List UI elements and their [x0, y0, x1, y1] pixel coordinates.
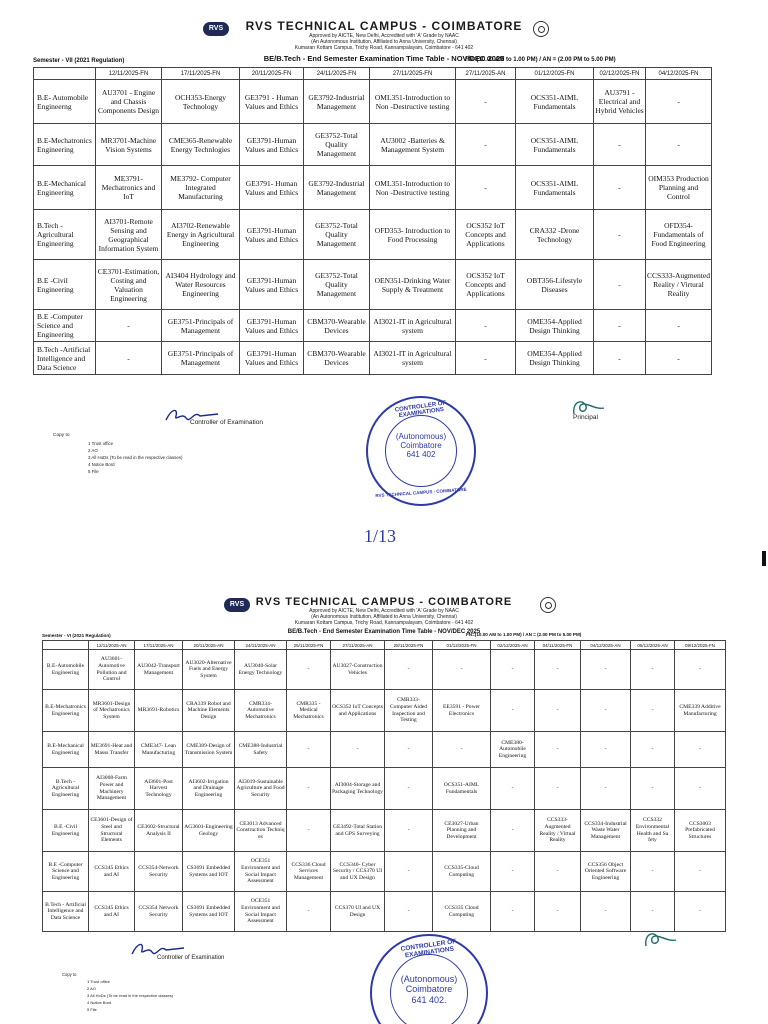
- column-header: 04/11/2025-FN: [535, 641, 581, 650]
- exam-cell: CE3601-Design of Steel and Structural Elements: [89, 810, 135, 852]
- seal-line: (Autonomous): [400, 974, 458, 984]
- column-header: 17/11/2025-FN: [162, 68, 240, 80]
- session-info: FN=(10.00 AM to 1.00 PM) / AN = (2.00 PM to 5.00 PM): [466, 632, 582, 637]
- exam-cell: -: [491, 650, 535, 690]
- copy-item: 1 Trust office: [88, 441, 114, 446]
- exam-cell: -: [646, 80, 712, 124]
- controller-seal: [370, 934, 488, 1024]
- exam-cell: CME389-Design of Transmission System: [183, 732, 235, 768]
- exam-cell: AU3701 - Engine and Chassis Components Design: [96, 80, 162, 124]
- copy-item: 4 Notice Bord: [87, 1000, 112, 1005]
- exam-cell: -: [631, 892, 675, 932]
- exam-cell: CBM370-Wearable Devices: [304, 342, 370, 375]
- exam-cell: AI3019-Sustainable Agriculture and Food Security: [235, 768, 287, 810]
- exam-cell: GE3791- Human Values and Ethics: [240, 166, 304, 210]
- exam-cell: CCS336 Cloud Services Management: [287, 852, 331, 892]
- exam-cell: GE3492-Total Station and GPS Surveying: [331, 810, 385, 852]
- timetable-title: BE/B.Tech - End Semester Examination Time Table - NOV/DEC 2025: [287, 629, 481, 635]
- seal-line: Coimbatore: [405, 984, 453, 995]
- copy-item: 4 Notice Bord: [88, 462, 115, 467]
- exam-cell: -: [675, 768, 726, 810]
- column-header: 04/12/2025-FN: [646, 68, 712, 80]
- exam-cell: -: [385, 852, 433, 892]
- affiliation-line-2: (An Autonomous Institution, Affiliated to Anna University, Chennai): [311, 39, 457, 45]
- exam-cell: CME339 Additive Manufacturing: [675, 690, 726, 732]
- exam-cell: OCS352 IoT Concepts and Applications: [456, 260, 516, 310]
- exam-cell: -: [594, 342, 646, 375]
- exam-cell: -: [456, 124, 516, 166]
- institution-logo-icon: RVS: [224, 598, 250, 612]
- department-cell: B.Tech - Agricultural Engineering: [34, 210, 96, 260]
- seal-line: 641 402: [406, 450, 436, 460]
- column-header: 05/12/2025-AN: [631, 641, 675, 650]
- exam-cell: GE3752-Total Quality Management: [304, 124, 370, 166]
- exam-cell: CRA332 -Drone Technology: [516, 210, 594, 260]
- exam-cell: AI3021-IT in Agricultural system: [370, 310, 456, 342]
- copy-to-label: Copy to: [53, 433, 70, 438]
- exam-cell: CE3602-Structural Analysis II: [135, 810, 183, 852]
- exam-cell: CCS335 Cloud Computing: [433, 892, 491, 932]
- exam-cell: CMR333-Computer Aided Inspection and Testing: [385, 690, 433, 732]
- department-cell: B.E-Mechanical Engineering: [34, 166, 96, 210]
- exam-cell: AI3021-IT in Agricultural system: [370, 342, 456, 375]
- exam-cell: -: [675, 852, 726, 892]
- exam-cell: CCS345 Ethics and AI: [89, 892, 135, 932]
- exam-cell: OCS351-AIML Fundamentals: [433, 768, 491, 810]
- exam-cell: GE3751-Principals of Management: [162, 342, 240, 375]
- column-header: 01/12/2025-FN: [516, 68, 594, 80]
- exam-cell: AU3027-Construction Vehicles: [331, 650, 385, 690]
- exam-cell: CCS356 Object Oriented Software Engineering: [581, 852, 631, 892]
- exam-cell: -: [581, 732, 631, 768]
- copy-item: 5 File: [88, 469, 99, 474]
- exam-cell: CCS332 Environmental Health and Sa fety: [631, 810, 675, 852]
- exam-cell: AI3008-Farm Power and Machinery Management: [89, 768, 135, 810]
- exam-cell: OFD353- Introduction to Food Processing: [370, 210, 456, 260]
- exam-cell: CME388-Industrial Safety: [235, 732, 287, 768]
- exam-cell: -: [631, 690, 675, 732]
- exam-cell: MR3601-Design of Mechatronics System: [89, 690, 135, 732]
- department-cell: B.E-Mechatronics Engineering: [43, 690, 89, 732]
- exam-cell: -: [675, 650, 726, 690]
- exam-cell: -: [385, 810, 433, 852]
- exam-cell: -: [594, 166, 646, 210]
- column-header: 02/12/2025-AN: [491, 641, 535, 650]
- column-header: 27/11/2025-FN: [370, 68, 456, 80]
- department-cell: B.Tech - Artificial Intelligence and Data Science: [43, 892, 89, 932]
- exam-cell: -: [581, 892, 631, 932]
- column-header: [43, 641, 89, 650]
- copy-item: 5 File: [87, 1007, 97, 1012]
- affiliation-line-2: (An Autonomous Institution, Affiliated to Anna University, Chennai): [311, 614, 457, 620]
- exam-cell: CCS354 Network Security: [135, 892, 183, 932]
- table-header-row: [43, 641, 726, 650]
- exam-cell: OBT356-Lifestyle Diseases: [516, 260, 594, 310]
- exam-cell: CE3013 Advanced Construction Techniq es: [235, 810, 287, 852]
- controller-seal: [366, 396, 476, 506]
- copy-to-list: [87, 978, 173, 1013]
- table-row: [34, 342, 712, 375]
- exam-cell: CE3027-Urban Planning and Development: [433, 810, 491, 852]
- exam-cell: -: [594, 310, 646, 342]
- department-cell: B.E -Civil Engineering: [34, 260, 96, 310]
- exam-cell: -: [581, 690, 631, 732]
- exam-cell: AU3002 -Batteries & Management System: [370, 124, 456, 166]
- table-row: [43, 852, 726, 892]
- exam-cell: -: [631, 732, 675, 768]
- seal-center: [388, 432, 454, 460]
- column-header: 27/11/2025-AN: [456, 68, 516, 80]
- exam-cell: GE3751-Principals of Management: [162, 310, 240, 342]
- exam-cell: GE3791-Human Values and Ethics: [240, 210, 304, 260]
- exam-cell: CCS345 Ethics and AI: [89, 852, 135, 892]
- exam-cell: -: [433, 732, 491, 768]
- exam-cell: -: [581, 768, 631, 810]
- exam-cell: CCS3003 Prefabricated Structures: [675, 810, 726, 852]
- exam-cell: OCH353-Energy Technology: [162, 80, 240, 124]
- exam-cell: ME3691-Heat and Masss Transfer: [89, 732, 135, 768]
- timetable-sheet-semester-vi: [0, 560, 768, 1024]
- table-row: [43, 892, 726, 932]
- exam-cell: -: [96, 342, 162, 375]
- table-row: [43, 810, 726, 852]
- principal-signature-icon: [640, 930, 680, 952]
- exam-cell: AU3040-Solar Energy Technology: [235, 650, 287, 690]
- exam-cell: GE3791-Human Values and Ethics: [240, 124, 304, 166]
- exam-cell: CME380-Automobile Engineering: [491, 732, 535, 768]
- exam-cell: -: [535, 892, 581, 932]
- exam-cell: -: [456, 310, 516, 342]
- column-header: 09/12/2025-FN: [675, 641, 726, 650]
- exam-cell: CMR335 - Medical Mechatronics: [287, 690, 331, 732]
- exam-cell: GE3791-Human Values and Ethics: [240, 310, 304, 342]
- exam-cell: -: [491, 852, 535, 892]
- principal-label: Principal: [573, 414, 598, 421]
- sheet1-header: [0, 20, 768, 63]
- exam-cell: ME3791-Mechatronics and IoT: [96, 166, 162, 210]
- exam-cell: -: [491, 892, 535, 932]
- exam-cell: AU3042-Transport Management: [135, 650, 183, 690]
- exam-cell: AI3602-Irrigation and Drainage Engineering: [183, 768, 235, 810]
- exam-cell: CS3691 Embedded Systems and IOT: [183, 892, 235, 932]
- semester-label: Semester - VI (2021 Regulation): [42, 633, 111, 638]
- affiliation-line-3: Kumaran Kottam Campus, Trichy Road, Kannampalayam, Coimbatore - 641 402: [294, 620, 474, 626]
- exam-cell: OCS351-AIML Fundamentals: [516, 166, 594, 210]
- exam-cell: -: [287, 768, 331, 810]
- exam-cell: -: [385, 650, 433, 690]
- exam-cell: OCE351 Environment and Social Impact Assessment: [235, 852, 287, 892]
- column-header: 04/12/2025-AN: [581, 641, 631, 650]
- exam-cell: AU3791 - Electrical and Hybrid Vehicles: [594, 80, 646, 124]
- exam-cell: CRA339 Robot and Machine Elements Design: [183, 690, 235, 732]
- exam-cell: CCS334-Industrial Waste Water Management: [581, 810, 631, 852]
- column-header: 12/11/2025-FN: [96, 68, 162, 80]
- exam-cell: -: [535, 852, 581, 892]
- column-header: 24/11/2025-FN: [304, 68, 370, 80]
- exam-cell: -: [675, 892, 726, 932]
- exam-cell: -: [631, 852, 675, 892]
- exam-cell: GE3791 - Human Values and Ethics: [240, 80, 304, 124]
- table-row: [43, 732, 726, 768]
- exam-cell: -: [96, 310, 162, 342]
- exam-cell: OME354-Applied Design Thinking: [516, 342, 594, 375]
- department-cell: B.E -Computer Science and Engineering: [34, 310, 96, 342]
- exam-cell: -: [456, 342, 516, 375]
- seal-center: [394, 974, 464, 1005]
- page-number: 1/13: [364, 526, 397, 546]
- exam-cell: GE3791-Human Values and Ethics: [240, 342, 304, 375]
- sheet2-header: [0, 596, 768, 635]
- affiliation-line-3: Kumaran Kottam Campus, Trichy Road, Kannampalayam, Coimbatore - 641 402: [294, 45, 474, 51]
- exam-cell: -: [491, 690, 535, 732]
- exam-cell: -: [646, 310, 712, 342]
- exam-cell: OML351-Introduction to Non -Destructive testing: [370, 80, 456, 124]
- exam-cell: CBM370-Wearable Devices: [304, 310, 370, 342]
- exam-cell: GE3752-Total Quality Management: [304, 210, 370, 260]
- seal-line: Coimbatore: [400, 441, 442, 451]
- exam-cell: MR3701-Machine Vision Systems: [96, 124, 162, 166]
- exam-cell: AI3702-Renewable Energy in Agricultural Engineering: [162, 210, 240, 260]
- copy-item: 2 AO: [88, 448, 98, 453]
- exam-cell: -: [594, 260, 646, 310]
- column-header: 27/11/2025-AN: [331, 641, 385, 650]
- exam-cell: -: [646, 124, 712, 166]
- copy-item: 1 Trust office: [87, 979, 110, 984]
- exam-cell: CS3691 Embedded Systems and IOT: [183, 852, 235, 892]
- exam-cell: -: [385, 732, 433, 768]
- exam-cell: GE3792-Industrial Management: [304, 166, 370, 210]
- exam-cell: GE3792-Industrial Management: [304, 80, 370, 124]
- exam-cell: -: [581, 650, 631, 690]
- seal-ring-text: CONTROLLER OF EXAMINATIONS: [400, 938, 457, 960]
- timetable-table: [33, 67, 712, 375]
- seal-ring-text: CONTROLLER OF EXAMINATIONS: [394, 400, 447, 420]
- exam-cell: OFD354-Fundamentals of Food Engineering: [646, 210, 712, 260]
- exam-cell: -: [287, 810, 331, 852]
- exam-cell: CME365-Renewable Energy Technlogies: [162, 124, 240, 166]
- exam-cell: -: [535, 768, 581, 810]
- exam-cell: OCS352 IoT Concepts and Applications: [456, 210, 516, 260]
- table-row: [34, 80, 712, 124]
- exam-cell: -: [385, 768, 433, 810]
- exam-cell: AG3601-Engineering Geology: [183, 810, 235, 852]
- timetable-title: BE/B.Tech - End Semester Examination Time Table - NOV/DEC 2025: [263, 54, 505, 63]
- exam-cell: OCS352 IoT Concepts and Applications: [331, 690, 385, 732]
- exam-cell: -: [594, 210, 646, 260]
- session-info: FN=(10.00 AM to 1.00 PM) / AN = (2.00 PM to 5.00 PM): [465, 57, 616, 63]
- table-row: [34, 310, 712, 342]
- exam-cell: OCE351 Environment and Social Impact Assessment: [235, 892, 287, 932]
- table-row: [34, 260, 712, 310]
- controller-label: Controller of Examination: [157, 955, 225, 961]
- copy-item: 2 AO: [87, 986, 96, 991]
- exam-cell: OME354-Applied Design Thinking: [516, 310, 594, 342]
- exam-cell: CCS354-Network Security: [135, 852, 183, 892]
- column-header: 02/12/2025-FN: [594, 68, 646, 80]
- exam-cell: CE3701-Estimation, Costing and Valuation Engineering: [96, 260, 162, 310]
- exam-cell: -: [287, 732, 331, 768]
- copy-to-list: [88, 440, 182, 475]
- exam-cell: -: [491, 810, 535, 852]
- exam-cell: GE3752-Total Quality Management: [304, 260, 370, 310]
- department-cell: B.Tech -Artificial Intelligence and Data Science: [34, 342, 96, 375]
- exam-cell: AI3404 Hydrology and Water Resources Engineering: [162, 260, 240, 310]
- exam-cell: -: [385, 892, 433, 932]
- copy-item: 3 All HoDs (To be read in the respective classes): [87, 993, 174, 998]
- exam-cell: AU3601-Automotive Pollution and Control: [89, 650, 135, 690]
- department-cell: B.E- Automobile Engineerng: [34, 80, 96, 124]
- exam-cell: AI3004-Storage and Packaging Technology: [331, 768, 385, 810]
- column-header: 25/11/2025-FN: [287, 641, 331, 650]
- semester-label: Semester - VII (2021 Regulation): [33, 58, 125, 64]
- institution-logo-icon: RVS: [203, 22, 229, 36]
- exam-cell: -: [631, 768, 675, 810]
- exam-cell: -: [535, 732, 581, 768]
- copy-to-label: Copy to: [62, 972, 77, 977]
- department-cell: B.E-Mechanical Engineering: [43, 732, 89, 768]
- timetable-table: [42, 640, 726, 932]
- exam-cell: ME3792- Computer Integrated Manufacturing: [162, 166, 240, 210]
- column-header: 28/11/2025-FN: [385, 641, 433, 650]
- exam-cell: OCS351-AIML Fundamentals: [516, 124, 594, 166]
- affiliation-line-1: Approved by AICTE, New Delhi, Accredited with 'A' Grade by NAAC: [309, 33, 459, 39]
- exam-cell: AI3601-Post Harvest Technology: [135, 768, 183, 810]
- exam-cell: -: [646, 342, 712, 375]
- department-cell: B.E -Computer Science and Engineering: [43, 852, 89, 892]
- exam-cell: -: [287, 650, 331, 690]
- table-row: [43, 690, 726, 732]
- exam-cell: CME347- Lean Manufacturing: [135, 732, 183, 768]
- exam-cell: -: [331, 732, 385, 768]
- exam-cell: -: [631, 650, 675, 690]
- exam-cell: -: [456, 166, 516, 210]
- exam-cell: -: [491, 768, 535, 810]
- table-row: [34, 124, 712, 166]
- exam-cell: EE3591 - Power Electronics: [433, 690, 491, 732]
- exam-cell: CCS340- Cyber Security / CCS370 UI and UX Design: [331, 852, 385, 892]
- exam-cell: -: [535, 690, 581, 732]
- exam-cell: CCS333-Augmented Reality / Virtual Reality: [535, 810, 581, 852]
- exam-cell: OIM353 Production Planning and Control: [646, 166, 712, 210]
- seal-bottom-text: RVS TECHNICAL CAMPUS - COIMBATORE: [375, 486, 467, 499]
- seal-line: 641 402.: [411, 994, 447, 1005]
- exam-cell: MR3691-Robotics: [135, 690, 183, 732]
- seal-line: (Autonomous): [395, 432, 447, 441]
- table-row: [43, 768, 726, 810]
- table-header-row: [34, 68, 712, 80]
- table-row: [34, 166, 712, 210]
- exam-cell: CMR334-Automotive Mechatronics: [235, 690, 287, 732]
- exam-cell: -: [675, 732, 726, 768]
- column-header: 20/11/2025-AN: [183, 641, 235, 650]
- exam-cell: -: [287, 892, 331, 932]
- department-cell: B.E-Automobile Engineering: [43, 650, 89, 690]
- department-cell: B.Tech - Agricultural Engineering: [43, 768, 89, 810]
- table-row: [34, 210, 712, 260]
- department-cell: B.E-Mechatronics Engineering: [34, 124, 96, 166]
- exam-cell: AI3701-Remote Sensing and Geographical Information System: [96, 210, 162, 260]
- copy-item: 3 All HoDs (To be read in the respective classes): [88, 455, 183, 460]
- exam-cell: CCS335-Cloud Computing: [433, 852, 491, 892]
- exam-cell: AU3020-Alternative Fuels and Energy System: [183, 650, 235, 690]
- column-header: 24/11/2025-AN: [235, 641, 287, 650]
- column-header: 12/11/2025-AN: [89, 641, 135, 650]
- department-cell: B.E -Civil Engineering: [43, 810, 89, 852]
- exam-cell: -: [535, 650, 581, 690]
- exam-cell: OML351-Introduction to Non -Destructive testing: [370, 166, 456, 210]
- exam-cell: OCS351-AIML Fundamentals: [516, 80, 594, 124]
- controller-label: Controller of Examination: [190, 419, 263, 426]
- column-header: [34, 68, 96, 80]
- institution-name: RVS TECHNICAL CAMPUS - COIMBATORE: [245, 19, 523, 33]
- exam-cell: CCS370 UI and UX Design: [331, 892, 385, 932]
- exam-cell: -: [594, 124, 646, 166]
- column-header: 17/11/2025-AN: [135, 641, 183, 650]
- column-header: 01/12/2025-FN: [433, 641, 491, 650]
- exam-cell: GE3791-Human Values and Ethics: [240, 260, 304, 310]
- institution-name: RVS TECHNICAL CAMPUS - COIMBATORE: [255, 596, 513, 608]
- exam-cell: OEN351-Drinking Water Supply & Treatment: [370, 260, 456, 310]
- exam-cell: -: [456, 80, 516, 124]
- column-header: 20/11/2025-FN: [240, 68, 304, 80]
- exam-cell: -: [433, 650, 491, 690]
- exam-cell: CCS333-Augmented Reality / Virtural Reality: [646, 260, 712, 310]
- table-row: [43, 650, 726, 690]
- affiliation-line-1: Approved by AICTE, New Delhi, Accredited with 'A' Grade by NAAC: [309, 608, 459, 614]
